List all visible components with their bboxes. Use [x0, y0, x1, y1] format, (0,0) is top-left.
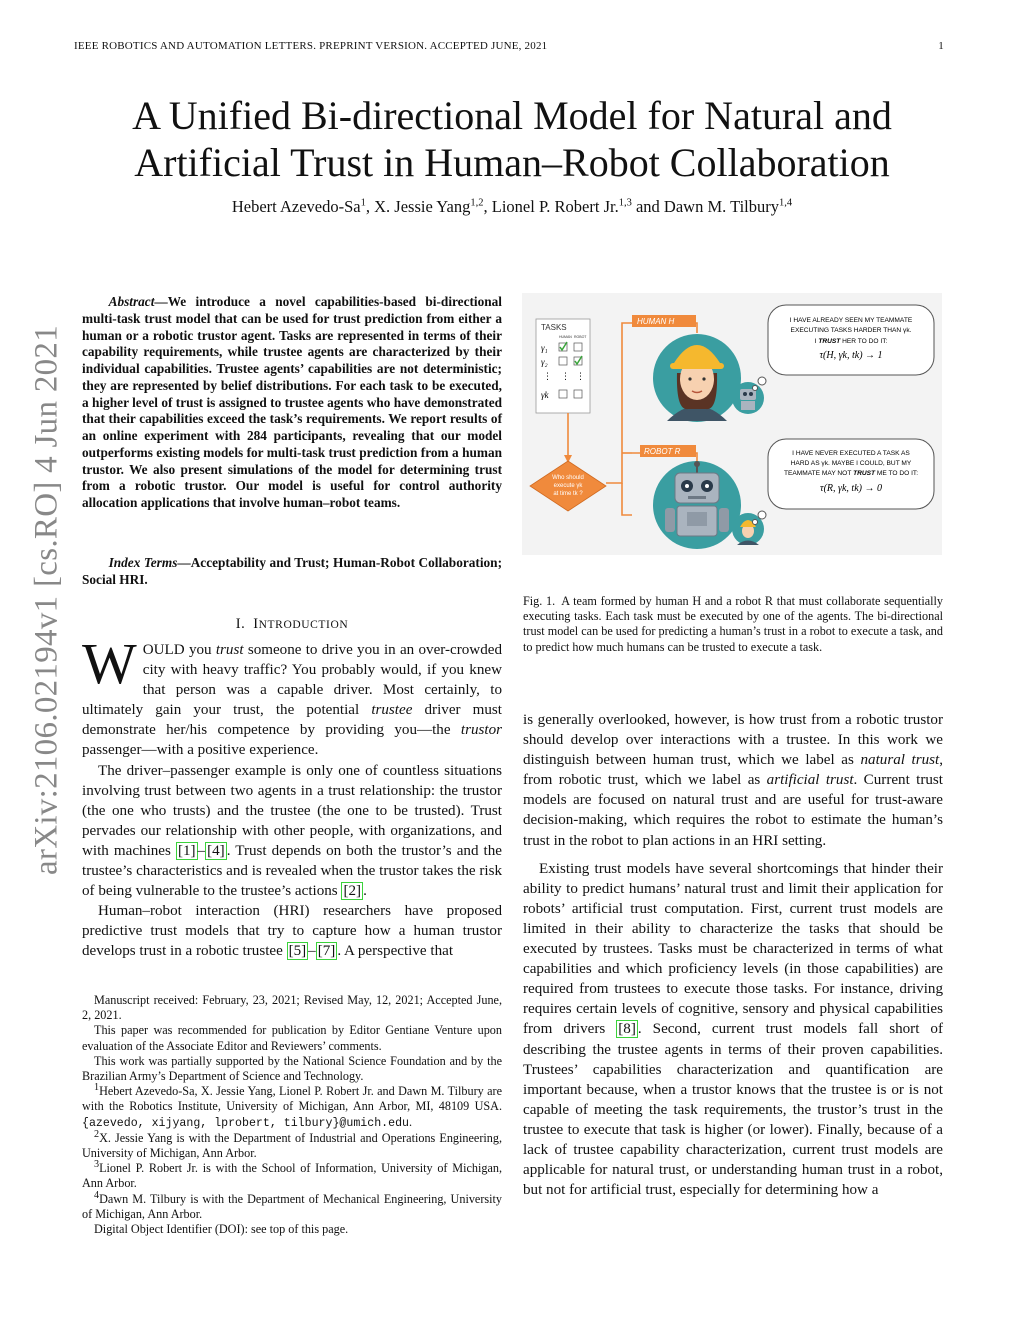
svg-text:γk: γk — [541, 390, 549, 400]
svg-text:HUMAN: HUMAN — [559, 335, 572, 339]
citation-link[interactable]: [8] — [618, 1021, 636, 1038]
index-terms: Index Terms—Acceptability and Trust; Human-Robot Collaboration; Social HRI. — [82, 555, 502, 587]
citation-link[interactable]: [7] — [317, 943, 336, 960]
email-addresses[interactable]: {azevedo, xijyang, lprobert, tilbury}@umich.edu — [82, 1116, 409, 1130]
svg-text:I HAVE ALREADY SEEN MY TEAMMAT: I HAVE ALREADY SEEN MY TEAMMATE — [789, 317, 913, 324]
figure-1-illustration — [522, 293, 942, 555]
drop-cap: W — [82, 631, 137, 696]
footnote-affiliation-3: $^3$Lionel P. Robert Jr. is with the School of Information, University of Michigan, Ann Arbor. — [82, 1159, 502, 1191]
footnote-recommended: This paper was recommended for publication by Editor Gentiane Venture upon evaluation of the Associate Editor and Reviewers’ comments. — [82, 1023, 502, 1053]
arxiv-sidebar — [14, 230, 80, 970]
tasks-label: TASKS — [541, 323, 567, 332]
citation-link[interactable]: [2] — [343, 883, 362, 900]
robot-icon — [653, 461, 741, 549]
author-list — [74, 197, 950, 217]
svg-text:HARD AS γk. MAYBE I COULD, BUT: HARD AS γk. MAYBE I COULD, BUT MY — [790, 460, 912, 467]
svg-text:Who should: Who should — [552, 475, 584, 481]
running-head — [74, 40, 944, 52]
title-line-2: Artificial Trust in Human–Robot Collaboration — [134, 140, 890, 185]
journal-header: IEEE ROBOTICS AND AUTOMATION LETTERS. PREPRINT VERSION. ACCEPTED JUNE, 2021 — [74, 40, 548, 52]
paragraph: Existing trust models have several shortcomings that hinder their ability to predict humans’ natural trust and limit their application for robots’ artificial trust computation. First, current trust models are limited in their ability to characterize the tasks that should be executed by trustees. Tasks must be characterized in terms of what capabilities and which proficiency levels (in those capabilities) are required from trustees to execute those tasks. For instance, driving requires certain levels of cognitive, sensory and physical capabilities from drivers [8] . Second, current trust models fall short of describing the trustee agents in terms of their proven capabilities. Trustees’ capabilities characterization and quantification are important because, when a trustor knows that the trustee is or is not capable of meeting the task requirements, the trustor’s trust in the trustee to execute that task is higher (or lower). Finally, because of a lack of trustee capability characterization, current trust models are applicable for natural trust, or understanding human trust in a robot, but not for artificial trust, especially for determining how a — [523, 860, 943, 1199]
svg-text:⋮: ⋮ — [561, 371, 570, 381]
page-number: 1 — [938, 40, 944, 52]
svg-text:TEAMMATE MAY NOT TRUST ME TO D: TEAMMATE MAY NOT TRUST ME TO DO IT: — [783, 470, 919, 477]
human-worker-icon — [653, 334, 741, 422]
footnote-affiliation-2: $^2$X. Jessie Yang is with the Department of Industrial and Operations Engineering, University of Michigan, Ann Arbor. — [82, 1128, 502, 1161]
abstract-label: Abstract — [108, 294, 155, 309]
figure-1-caption — [523, 594, 943, 655]
footnote-support: This work was partially supported by the National Science Foundation and by the Brazilian Army’s Department of Science and Technology. — [82, 1053, 502, 1084]
footnote-affiliation-1: $^1$Hebert Azevedo-Sa, X. Jessie Yang, Lionel P. Robert Jr. and Dawn M. Tilbury are with the Robotics Institute, University of Michigan, Ann Arbor, MI, 48109 USA. {azevedo, xijyang, lprobert, tilbury}@umich.edu. — [82, 1082, 502, 1130]
figure-1 — [522, 293, 942, 555]
index-terms-label: Index Terms — [108, 555, 178, 570]
footnotes — [82, 993, 502, 1237]
paragraph: Human–robot interaction (HRI) researchers have proposed predictive trust models that try to capture how a human trustor develops trust in a robotic trustee [5] – [7] . A perspective that — [82, 903, 502, 960]
svg-text:execute γk: execute γk — [553, 483, 583, 489]
svg-text:τ(H, γk, tk) → 1: τ(H, γk, tk) → 1 — [819, 350, 883, 361]
human-label: HUMAN H — [637, 317, 675, 326]
citation-link[interactable]: [1] — [177, 842, 196, 859]
author: X. Jessie Yang$^{1,2}$, — [374, 197, 492, 216]
small-robot-icon — [732, 382, 764, 414]
svg-text:⋮: ⋮ — [543, 371, 552, 381]
svg-text:γ₂: γ₂ — [541, 357, 548, 367]
abstract: Abstract—We introduce a novel capabilities-based bi-directional multi-task trust model that can be used for trust prediction from either a human or a robotic trustor agent. Tasks are represented in terms of their capability requirements, while trustee agents are characterized by their individual capabilities. Trustee agents’ capabilities are not deterministic; they are represented by belief distributions. For each task to be executed, a higher level of trust is assigned to trustee agents who have demonstrated that their capabilities exceed the task’s requirements. We report results of an online experiment with 284 participants, revealing that our model outperforms existing models for multi-task trust prediction from a human trustor. We also present simulations of the model for determining trust from a robotic trustor. Our model is useful for control authority allocation applications that involve human–robot teams. — [82, 294, 502, 510]
caption-text: A team formed by human H and a robot R that must collaborate sequentially executing tasks. Each task must be executed by one of the agents. The bi-directional trust model can be used for predicting a human’s trust in a robot to execute a task, and to predict how much humans can be trusted to execute a task. — [523, 594, 944, 654]
svg-text:I TRUST HER TO DO IT:: I TRUST HER TO DO IT: — [814, 338, 888, 345]
robot-label: ROBOT R — [644, 447, 681, 456]
svg-text:I HAVE NEVER EXECUTED A TASK A: I HAVE NEVER EXECUTED A TASK AS — [792, 450, 910, 457]
arxiv-id: arXiv:2106.02194v1 [cs.RO] 4 Jun 2021 — [28, 324, 65, 876]
citation-link[interactable]: [4] — [207, 842, 225, 859]
footnote-affiliation-4: $^4$Dawn M. Tilbury is with the Department of Mechanical Engineering, University of Michigan, Ann Arbor. — [82, 1189, 502, 1221]
paper-title — [74, 92, 950, 186]
abstract-text: We introduce a novel capabilities-based bi-directional multi-task trust model that can be used for trust prediction from either a human or a robotic trustor agent. Tasks are represented in terms of their capability requirements, while trustee agents are characterized by their individual capabilities. Trustee agents’ capabilities are not deterministic; they are represented by belief distributions. For each task to be executed, a higher level of trust is assigned to trustee agents who have demonstrated that their capabilities exceed the task’s requirements. We report results of an online experiment with 284 participants, revealing that our model outperforms existing models for multi-task trust prediction from a human trustor. We also present simulations of the model for determining trust from a robotic trustor. Our model is useful for control authority allocation applications that involve human–robot teams. — [82, 294, 502, 510]
footnote-received: Manuscript received: February, 23, 2021; Revised May, 12, 2021; Accepted June, 2, 2021. — [82, 993, 502, 1023]
index-terms-text: Acceptability and Trust; Human-Robot Collaboration; Social HRI. — [82, 555, 502, 587]
section-heading-introduction: I. INTRODUCTION — [235, 616, 349, 632]
paragraph: The driver–passenger example is only one of countless situations involving trust between two agents in a trust relationship: the trustor (the one who trusts) and the trustee (the one to be trusted). Trust pervades our relationship with other people, with organizations, and with machines [1] – [4] . Trust depends on both the trustor’s and the trustee’s characteristics and is revealed when the trustor takes the risk of being vulnerable to the trustee’s actions [2] . — [82, 762, 502, 900]
footnote-doi: Digital Object Identifier (DOI): see top of this page. — [94, 1222, 349, 1237]
paragraph: WOULD you trust someone to drive you in an over-crowded city with heavy traffic? You probably would, if you knew that person was a capable driver. Most certainly, to ultimately gain your trust, the potential trustee driver must demonstrate her/his competence by providing you—the trustor passenger—with a positive experience. — [82, 631, 502, 759]
caption-label: Fig. 1. — [523, 594, 556, 608]
citation-link[interactable]: [5] — [288, 943, 307, 960]
right-column-body — [523, 710, 943, 1200]
svg-text:EXECUTING TASKS HARDER THAN γk: EXECUTING TASKS HARDER THAN γk. — [790, 327, 912, 334]
svg-text:τ(R, γk, tk) → 0: τ(R, γk, tk) → 0 — [820, 483, 882, 494]
svg-text:⋮: ⋮ — [576, 371, 585, 381]
paragraph: is generally overlooked, however, is how trust from a robotic trustor should develop over interactions with a trustee. In this work we distinguish between human trust, which we label as natural trust, from robotic trust, which we label as artificial trust. Current trust models are focused on natural trust and are useful for trust-aware decision-making, which requires the robot to estimate the human’s trust in the robot to plan actions in an HRI setting. — [523, 712, 944, 849]
author: Dawn M. Tilbury$^{1,4}$ — [663, 197, 793, 216]
introduction-body — [82, 631, 502, 962]
author: Hebert Azevedo-Sa$^1$, — [231, 197, 375, 216]
title-line-1: A Unified Bi-directional Model for Natural and — [132, 93, 892, 138]
svg-text:ROBOT: ROBOT — [574, 335, 587, 339]
svg-text:at time tk ?: at time tk ? — [553, 491, 583, 497]
author: Lionel P. Robert Jr.$^{1,3}$ and — [491, 197, 664, 216]
svg-text:γ₁: γ₁ — [541, 343, 548, 353]
